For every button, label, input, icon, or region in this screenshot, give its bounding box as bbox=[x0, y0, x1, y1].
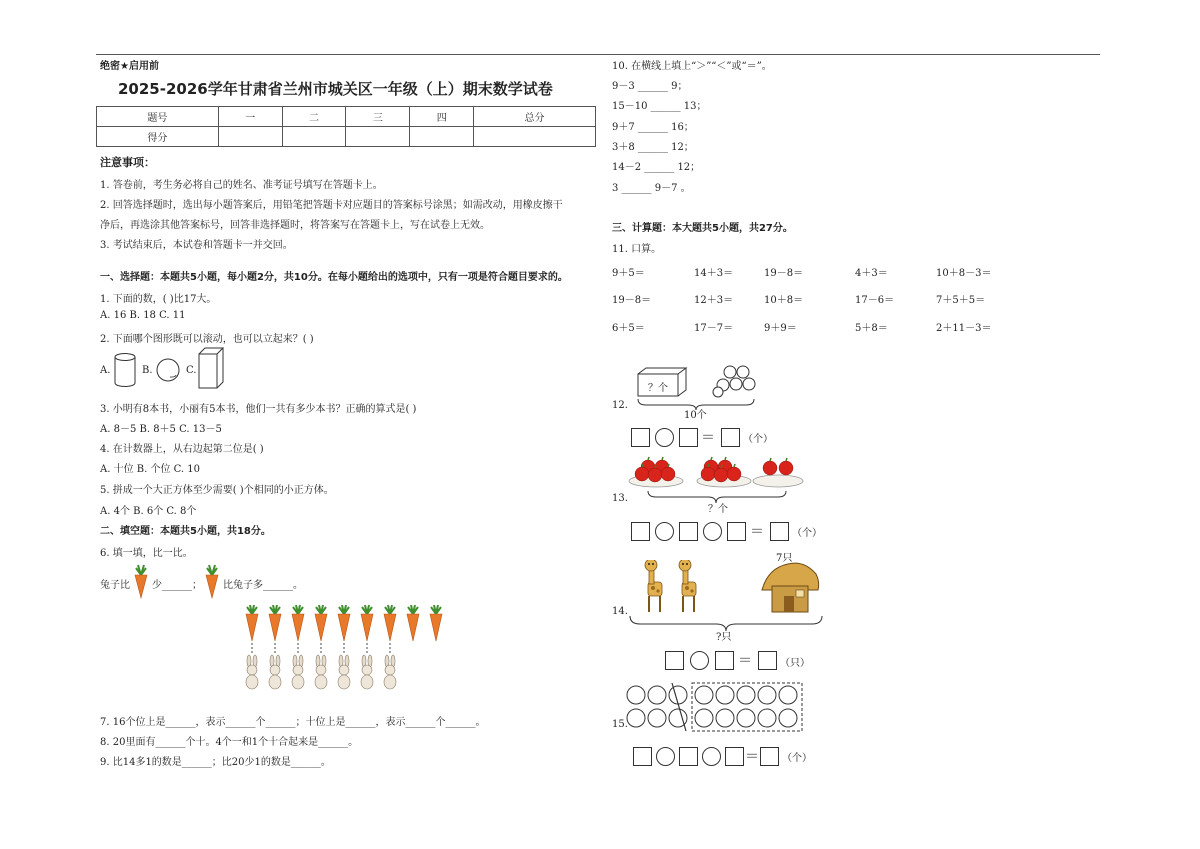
question-5: 5. 拼成一个大正方体至少需要( )个相同的小正方体。 bbox=[100, 485, 334, 496]
circles-figure bbox=[624, 681, 808, 733]
balls-figure bbox=[708, 363, 762, 399]
answer-box[interactable] bbox=[760, 747, 779, 766]
cylinder-figure bbox=[113, 352, 137, 388]
q13-total-label: ？个 bbox=[708, 504, 728, 515]
answer-box[interactable] bbox=[665, 651, 684, 670]
answer-box[interactable] bbox=[679, 522, 698, 541]
score-header: 一 bbox=[218, 107, 282, 127]
answer-box[interactable] bbox=[725, 747, 744, 766]
answer-box[interactable] bbox=[727, 522, 746, 541]
oral-item: 5＋8＝ bbox=[855, 323, 888, 334]
q6-text-a: 兔子比 bbox=[100, 580, 130, 591]
score-row-label: 得分 bbox=[97, 127, 219, 147]
oral-item: 19－8＝ bbox=[612, 295, 652, 306]
question-12-number: 12. bbox=[612, 400, 628, 411]
oral-item: 17－7＝ bbox=[694, 323, 734, 334]
oral-item: 19－8＝ bbox=[764, 268, 804, 279]
oral-item: 2＋11－3＝ bbox=[936, 323, 992, 334]
sphere-figure bbox=[155, 357, 181, 383]
answer-box[interactable] bbox=[633, 747, 652, 766]
score-header: 题号 bbox=[97, 107, 219, 127]
oral-item: 10＋8－3＝ bbox=[936, 268, 992, 279]
q2-option-label: B. bbox=[142, 365, 153, 376]
answer-circle[interactable] bbox=[656, 747, 675, 766]
score-header: 三 bbox=[346, 107, 410, 127]
page-title: 2025-2026学年甘肃省兰州市城关区一年级（上）期末数学试卷 bbox=[118, 80, 553, 98]
carrot-rabbit-figure bbox=[240, 605, 450, 695]
q2-option-label: C. bbox=[186, 365, 197, 376]
note-item: 净后，再选涂其他答案标号，回答非选择题时，将答案写在答题卡上，写在试卷上无效。 bbox=[100, 220, 490, 231]
section3-title: 三、计算题：本大题共5小题，共27分。 bbox=[612, 223, 793, 234]
score-cell[interactable] bbox=[218, 127, 282, 147]
score-cell[interactable] bbox=[410, 127, 474, 147]
question-4: 4. 在计数器上，从右边起第二位是( ) bbox=[100, 444, 264, 455]
note-item: 2. 回答选择题时，选出每小题答案后，用铅笔把答题卡对应题目的答案标号涂黑；如需改动，用橡皮擦干 bbox=[100, 200, 563, 211]
question-1: 1. 下面的数，( )比17大。 bbox=[100, 294, 217, 305]
oral-item: 14＋3＝ bbox=[694, 268, 734, 279]
q10-item: 9＋7 ______ 16； bbox=[612, 122, 694, 133]
question-9: 9. 比14多1的数是______；比20少1的数是______。 bbox=[100, 757, 331, 768]
equals-sign: ＝ bbox=[745, 749, 759, 765]
question-3-options: A. 8－5 B. 8＋5 C. 13－5 bbox=[100, 424, 222, 435]
q10-item: 15－10 ______ 13； bbox=[612, 101, 707, 112]
question-11: 11. 口算。 bbox=[612, 244, 662, 255]
question-5-options: A. 4个 B. 6个 C. 8个 bbox=[100, 506, 197, 517]
score-header: 四 bbox=[410, 107, 474, 127]
answer-box[interactable] bbox=[758, 651, 777, 670]
equals-sign: ＝ bbox=[738, 653, 752, 669]
oral-item: 7＋5＋5＝ bbox=[936, 295, 986, 306]
unit-label: （个） bbox=[743, 434, 773, 445]
house-figure bbox=[758, 560, 824, 618]
q12-box-label: ？个 bbox=[648, 383, 668, 394]
oral-item: 6＋5＝ bbox=[612, 323, 645, 334]
q10-item: 9－3 ______ 9； bbox=[612, 81, 688, 92]
question-7: 7. 16个位上是______，表示______个______；十位上是______，表示______个______。 bbox=[100, 717, 486, 728]
q6-text-c: 比兔子多______。 bbox=[223, 580, 303, 591]
equals-sign: ＝ bbox=[701, 430, 715, 446]
answer-circle[interactable] bbox=[655, 428, 674, 447]
cuboid-figure bbox=[197, 346, 225, 390]
oral-item: 9＋5＝ bbox=[612, 268, 645, 279]
answer-circle[interactable] bbox=[703, 522, 722, 541]
question-6: 6. 填一填，比一比。 bbox=[100, 548, 193, 559]
score-cell[interactable] bbox=[474, 127, 596, 147]
notes-title: 注意事项： bbox=[100, 156, 155, 169]
unit-label: （个） bbox=[782, 753, 812, 764]
question-13-number: 13. bbox=[612, 493, 628, 504]
score-header: 二 bbox=[282, 107, 346, 127]
oral-item: 12＋3＝ bbox=[694, 295, 734, 306]
q14-top-label: 7只 bbox=[776, 553, 793, 564]
note-item: 3. 考试结束后，本试卷和答题卡一并交回。 bbox=[100, 240, 293, 251]
carrot-image bbox=[204, 563, 220, 599]
score-header: 总分 bbox=[474, 107, 596, 127]
note-item: 1. 答卷前，考生务必将自己的姓名、准考证号填写在答题卡上。 bbox=[100, 180, 383, 191]
answer-circle[interactable] bbox=[702, 747, 721, 766]
question-4-options: A. 十位 B. 个位 C. 10 bbox=[100, 464, 201, 475]
answer-box[interactable] bbox=[679, 428, 698, 447]
carrot-image bbox=[133, 563, 149, 599]
answer-box[interactable] bbox=[631, 428, 650, 447]
answer-box[interactable] bbox=[679, 747, 698, 766]
q12-total-label: 10个 bbox=[684, 410, 707, 421]
question-2: 2. 下面哪个图形既可以滚动，也可以立起来？( ) bbox=[100, 334, 314, 345]
answer-box[interactable] bbox=[770, 522, 789, 541]
section1-title: 一、选择题：本题共5小题，每小题2分，共10分。在每小题给出的选项中，只有一项是符合题目要求的。 bbox=[100, 272, 568, 283]
answer-box[interactable] bbox=[631, 522, 650, 541]
q2-option-label: A. bbox=[100, 365, 111, 376]
giraffes-figure bbox=[636, 560, 706, 616]
secret-label: 绝密★启用前 bbox=[100, 61, 159, 72]
unit-label: （只） bbox=[780, 658, 810, 669]
answer-circle[interactable] bbox=[655, 522, 674, 541]
equals-sign: ＝ bbox=[750, 524, 764, 540]
answer-box[interactable] bbox=[721, 428, 740, 447]
score-cell[interactable] bbox=[282, 127, 346, 147]
top-rule bbox=[96, 54, 1100, 55]
question-14-number: 14. bbox=[612, 606, 628, 617]
oral-item: 9＋9＝ bbox=[764, 323, 797, 334]
q10-item: 14－2 ______ 12； bbox=[612, 162, 701, 173]
question-10: 10. 在横线上填上“＞”“＜”或“＝”。 bbox=[612, 61, 772, 72]
question-8: 8. 20里面有______个十。4个一和1个十合起来是______。 bbox=[100, 737, 359, 748]
q10-item: 3＋8 ______ 12； bbox=[612, 142, 694, 153]
q14-total-label: ?只 bbox=[716, 632, 732, 643]
question-1-options: A. 16 B. 18 C. 11 bbox=[100, 310, 186, 321]
oral-item: 4＋3＝ bbox=[855, 268, 888, 279]
answer-circle[interactable] bbox=[690, 651, 709, 670]
q6-text-b: 少______； bbox=[152, 580, 202, 591]
score-cell[interactable] bbox=[346, 127, 410, 147]
question-3: 3. 小明有8本书，小丽有5本书，他们一共有多少本书？正确的算式是( ) bbox=[100, 404, 417, 415]
score-table bbox=[96, 106, 596, 147]
section2-title: 二、填空题：本题共5小题，共18分。 bbox=[100, 526, 271, 537]
oral-item: 10＋8＝ bbox=[764, 295, 804, 306]
answer-box[interactable] bbox=[715, 651, 734, 670]
unit-label: （个） bbox=[792, 528, 822, 539]
oral-item: 17－6＝ bbox=[855, 295, 895, 306]
q10-item: 3 ______ 9－7 。 bbox=[612, 183, 691, 194]
question-15-number: 15. bbox=[612, 719, 628, 730]
